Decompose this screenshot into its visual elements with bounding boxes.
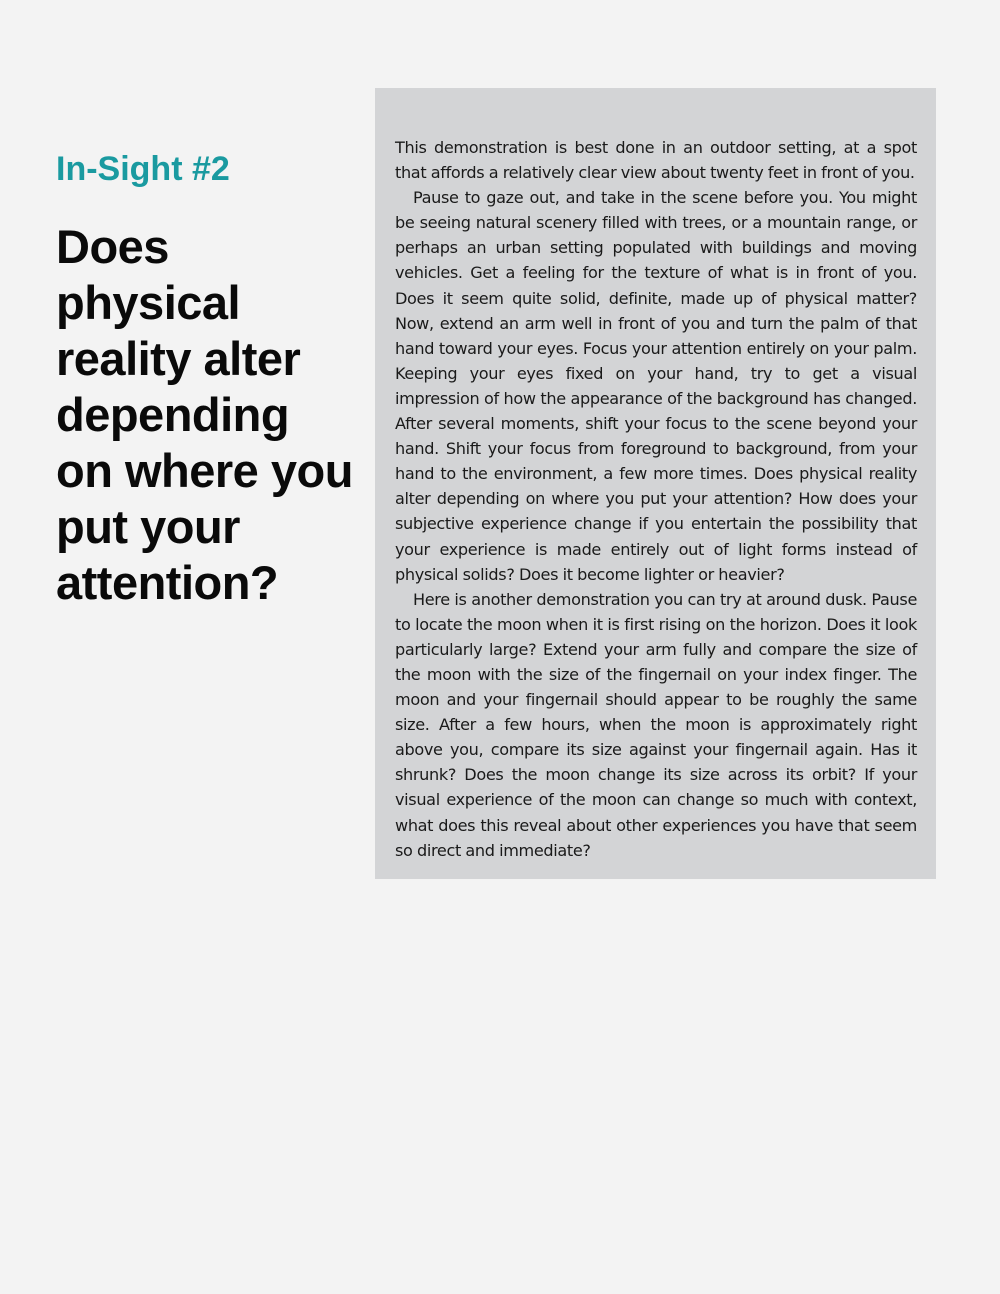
sidebar: [56, 150, 356, 611]
page-title: Does physical reality alter depending on where you put your attention?: [56, 220, 353, 609]
body-paragraph-3: Here is another demonstration you can try at around dusk. Pause to locate the moon when it is first rising on the horizon. Does it look particularly large? Extend your arm fully and compare the size of the moon with the size of the fingernail on your index finger. The moon and your fingernail should appear to be roughly the same size. After a few hours, when the moon is approximately right above you, compare its size against your fingernail again. Has it shrunk? Does the moon change its size across its orbit? If your visual experience of the moon can change so much with context, what does this reveal about other experiences you have that seem so direct and immediate?: [395, 589, 917, 860]
body-paragraph-2: Pause to gaze out, and take in the scene before you. You might be seeing natural scenery filled with trees, or a mountain range, or perhaps an urban setting populated with buildings and moving vehicles. Get a feeling for the texture of what is in front of you. Does it seem quite solid, definite, made up of physical matter? Now, extend an arm well in front of you and turn the palm of that hand toward your eyes. Focus your attention entirely on your palm. Keeping your eyes fixed on your hand, try to get a visual impression of how the appearance of the background has changed. After several moments, shift your focus to the scene beyond your hand. Shift your focus from foreground to background, from your hand to the environment, a few more times. Does physical reality alter depending on where you put your attention? How does your subjective experience change if you entertain the possibility that your experience is made entirely out of light forms instead of physical solids? Does it become lighter or heavier?: [395, 188, 917, 584]
exercise-panel: [375, 88, 936, 879]
body-paragraph-1: This demonstration is best done in an outdoor setting, at a spot that affords a relatively clear view about twenty feet in front of you.: [395, 138, 917, 183]
section-label: In-Sight #2: [56, 150, 230, 188]
